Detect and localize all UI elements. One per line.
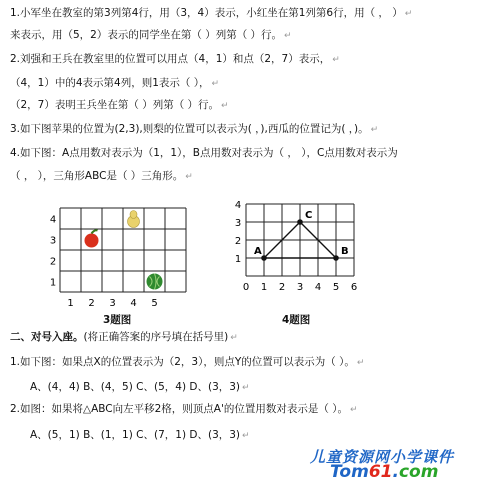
x-tick-label: 2 [88,298,95,309]
figure-3-grid [50,200,210,320]
watermark-dot: . [392,462,399,482]
q2-line-1: 2.刘强和王兵在教室里的位置可以用点（4，1）和点（2，7）表示， ↵ [10,53,340,65]
watermark-tom: Tom [330,462,369,482]
s2-q1-line-1: 1.如下图：如果点X的位置表示为（2，3），则点Y的位置可以表示为（ ）。 ↵ [10,356,365,368]
figure-4-coordinates [228,196,388,316]
x-tick-label: 4 [314,282,322,293]
x-tick-label: 2 [278,282,286,293]
figure-3-label: 3题图 [103,314,132,326]
q1-line-1: 1.小军坐在教室的第3列第4行，用（3，4）表示，小红坐在第1列第6行，用（ ， ） ↵ [10,7,413,19]
q4-line-2: （ ， ），三角形ABC是（ ）三角形。 ↵ [10,170,193,182]
x-tick-label: 1 [260,282,268,293]
y-tick-label: 2 [50,256,57,268]
x-tick-label: 0 [242,282,250,293]
q4-line-1: 4.如下图：A点用数对表示为（1，1），B点用数对表示为（ ， ），C点用数对表示为 [10,147,398,159]
figure-4-label: 4题图 [282,314,311,326]
x-tick-label: 3 [109,298,116,309]
y-tick-label: 3 [50,235,57,247]
y-tick-label: 4 [234,200,242,211]
x-tick-label: 3 [296,282,304,293]
watermelon-icon [147,274,163,290]
q3-line: 3.如下图苹果的位置为(2,3),则梨的位置可以表示为( ，),西瓜的位置记为( ，)。 ↵ [10,123,379,135]
watermark-cn: 儿童资源网小学课件 [310,448,455,466]
apple-leaf [92,230,98,233]
q2-line-3: （2，7）表明王兵坐在第（ ）列第（ ）行。 ↵ [10,99,229,111]
point-c [297,219,303,225]
x-tick-label: 5 [151,298,158,309]
q2-line-2: （4，1）中的4表示第4列，则1表示（ ）， ↵ [10,77,220,89]
y-tick-label: 2 [234,236,242,247]
watermark-com: com [398,462,439,482]
y-tick-label: 3 [234,218,242,229]
s2-q1-options: A、(4，4) B、(4，5) C、(5，4) D、(3，3) ↵ [30,381,250,393]
y-tick-label: 1 [234,254,242,265]
watermark-en [330,462,438,482]
point-label-b: B [341,246,349,257]
point-b [333,255,339,261]
point-label-c: C [305,210,313,221]
s2-q2-options: A、(5，1) B、(1，1) C、(7，1) D、(3，3) ↵ [30,429,250,441]
x-tick-label: 4 [130,298,137,309]
x-tick-label: 6 [350,282,358,293]
y-tick-label: 4 [50,214,57,226]
point-label-a: A [254,246,262,257]
x-tick-label: 5 [332,282,340,293]
section2-heading: 二、对号入座。(将正确答案的序号填在括号里) ↵ [10,331,238,343]
apple-icon [85,234,99,248]
y-tick-label: 1 [50,277,57,289]
point-a [261,255,267,261]
s2-q2-line-1: 2.如图：如果将△ABC向左平移2格，则顶点A'的位置用数对表示是（ ）。 ↵ [10,403,358,415]
x-tick-label: 1 [67,298,74,309]
watermark-61: 61 [368,462,393,482]
pear-top [130,211,137,219]
q1-line-2: 来表示，用（5，2）表示的同学坐在第（ ）列第（ ）行。 ↵ [10,29,292,41]
